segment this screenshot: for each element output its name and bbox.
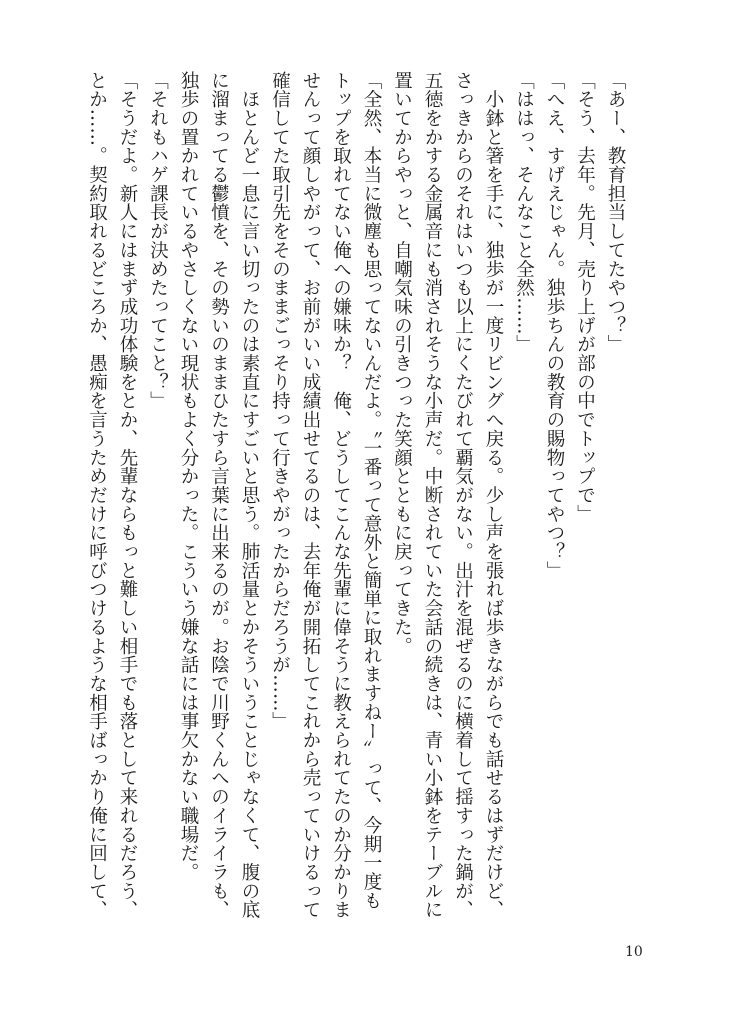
text-line: 「ははっ、そんなこと全然……」 [513, 71, 535, 354]
vertical-text-body [86, 71, 630, 941]
text-line: 「そうだよ。新人にはまず成功体験をとか、先輩ならもっと難しい相手でも落として来れるだろう、 [117, 71, 138, 920]
text-line: 独歩の置かれているやさしくない現状もよく分かった。こういう嫌な話には事欠かない職場だ。 [178, 71, 199, 882]
text-line: ほとんど一息に言い切ったのは素直にすごいと思う。肺活量とかそういうことじゃなくて、腹の底 [239, 71, 260, 920]
text-line: 「へえ、すげえじゃん。独歩ちんの教育の賜物ってやつ？」 [544, 71, 565, 580]
text-line: 五徳をかする金属音にも消されそうな小声だ。中断されていた会話の続きは、青い小鉢をテーブルに [422, 71, 443, 920]
text-line: とか……。契約取れるどころか、愚痴を言うためだけに呼びつけるような相手ばっかり俺に回して、 [86, 71, 108, 920]
text-line: 「全然、本当に微塵も思ってないんだよ。〝一番って意外と簡単に取れますねー〟って、今期一度も [361, 71, 382, 910]
text-line: 置いてからやっと、自嘲気味の引きつった笑顔とともに戻ってきた。 [391, 71, 413, 656]
text-line: 「そう、去年。先月、売り上げが部の中でトップで」 [574, 71, 596, 524]
text-line: トップを取れてない俺への嫌味か？ 俺、どうしてこんな先輩に偉そうに教えられてたのか分かりま [330, 71, 352, 920]
text-line: 小鉢と箸を手に、独歩が一度リビングへ戻る。少し声を張れば歩きながらでも話せるはずだけど、 [483, 71, 504, 920]
text-line: に溜まってる鬱憤を、その勢いのままひたすら言葉に出来るのが。お陰で川野くんへのイライラも、 [208, 71, 230, 920]
text-line: 確信してた取引先をそのままごっそり持って行きやがったからだろうが……」 [269, 71, 291, 731]
text-line: 「あー、教育担当してたやつ？」 [605, 71, 626, 354]
text-line: 「それもハゲ課長が決めたってこと？」 [147, 71, 169, 411]
text-line: さっきからのそれはいつも以上にくたびれて覇気がない。出汁を混ぜるのに横着して揺すった鍋が、 [452, 71, 474, 920]
text-line: せんって顔しやがって、お前がいい成績出せてるのは、去年俺が開拓してこれから売っていけるって [300, 71, 321, 920]
page-number: 10 [625, 944, 643, 960]
